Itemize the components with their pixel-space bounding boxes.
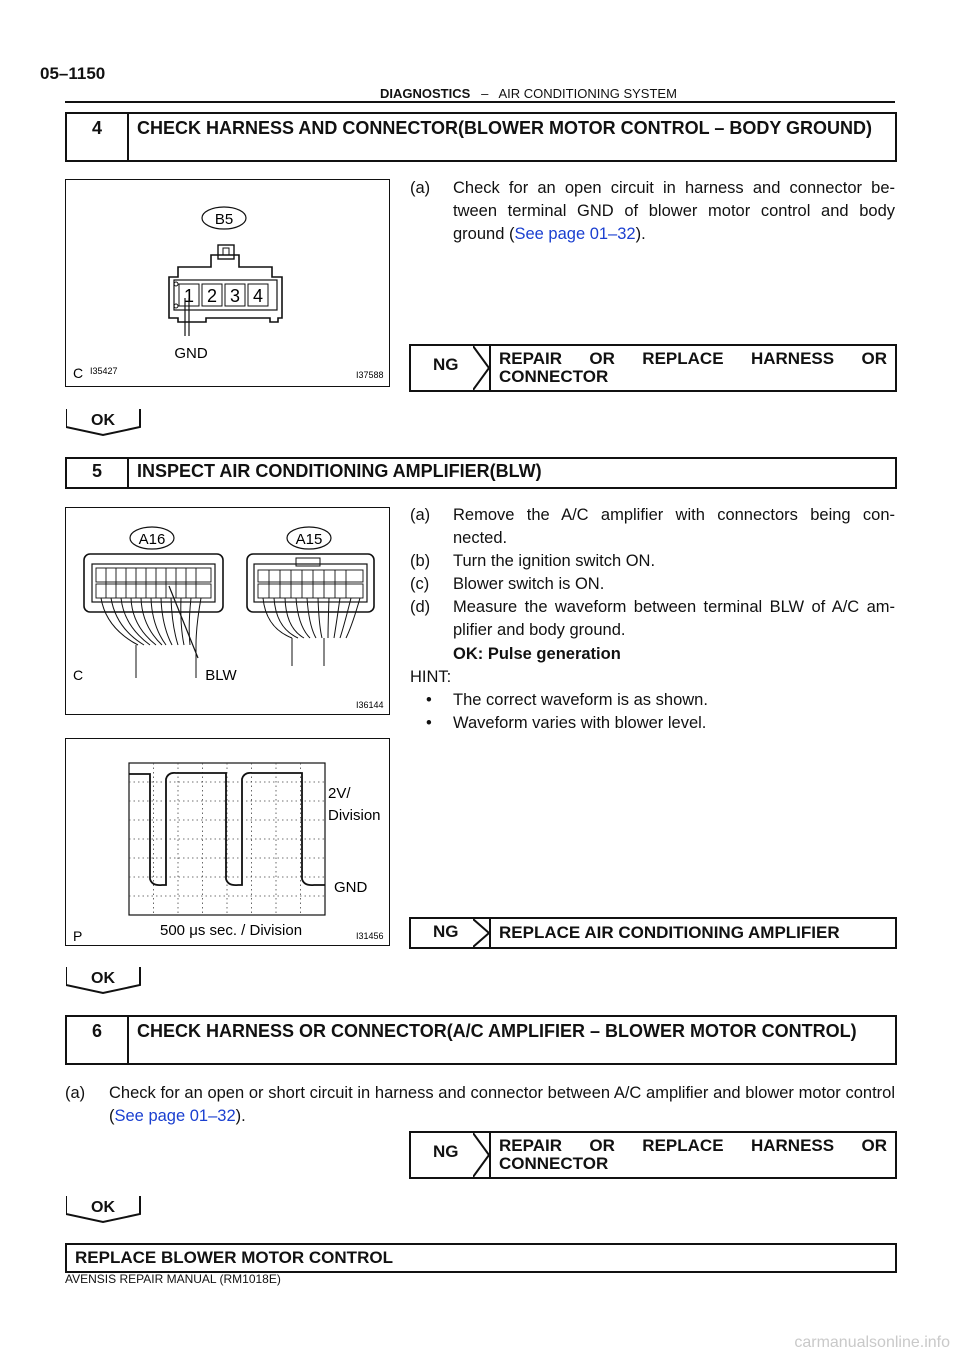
item-text: Check for an open circuit in harness and connector be-tween terminal GND of blower motor control and body ground ( bbox=[453, 179, 895, 243]
header-rule bbox=[65, 101, 895, 103]
figure-mark-p: P bbox=[73, 928, 83, 944]
step-6-box bbox=[65, 1015, 897, 1065]
item-label: (c) bbox=[410, 575, 430, 593]
final-action-box: REPLACE BLOWER MOTOR CONTROL bbox=[65, 1243, 897, 1273]
running-header bbox=[380, 86, 677, 101]
step-6-title: CHECK HARNESS OR CONNECTOR(A/C AMPLIFIER – BLOWER MOTOR CONTROL) bbox=[137, 1021, 857, 1041]
header-section: DIAGNOSTICS bbox=[380, 86, 471, 101]
figure-waveform bbox=[65, 738, 390, 946]
step-4-number: 4 bbox=[67, 114, 129, 160]
ok-tag-3 bbox=[66, 1196, 140, 1222]
figure-code-i31456: I31456 bbox=[356, 931, 384, 941]
footer-manual-id: AVENSIS REPAIR MANUAL (RM1018E) bbox=[65, 1272, 281, 1286]
figure-code-right: I37588 bbox=[356, 370, 384, 380]
b5-pin-3: 3 bbox=[229, 286, 241, 306]
b5-pin-1: 1 bbox=[183, 286, 195, 306]
b5-pin-4: 4 bbox=[252, 286, 264, 306]
volt-div-label: 2V/ bbox=[328, 785, 351, 802]
b5-pin-2: 2 bbox=[206, 286, 218, 306]
ng-result-text: REPAIR OR REPLACE HARNESS OR CONNECTOR bbox=[489, 346, 895, 390]
ng-arrow-icon bbox=[473, 346, 491, 390]
ok-label: OK bbox=[91, 412, 115, 429]
ok-tag-1 bbox=[66, 409, 140, 435]
item-label: (a) bbox=[410, 179, 431, 197]
figure-mark-c: C bbox=[73, 365, 84, 381]
page-number: 05–1150 bbox=[40, 64, 106, 83]
gnd-label-wave: GND bbox=[334, 879, 368, 896]
step-5-box bbox=[65, 457, 897, 489]
item-text: Turn the ignition switch ON. bbox=[453, 552, 656, 570]
item-label: (a) bbox=[410, 506, 431, 524]
header-separator: – bbox=[481, 86, 489, 101]
gnd-label-b5: GND bbox=[174, 345, 208, 362]
figure-amplifier-connectors bbox=[65, 507, 390, 715]
ng-arrow-icon bbox=[473, 919, 491, 947]
figure-b5-connector bbox=[65, 179, 390, 387]
ng-result-text: REPAIR OR REPLACE HARNESS OR CONNECTOR bbox=[489, 1133, 895, 1177]
item-text: Blower switch is ON. bbox=[453, 575, 605, 593]
figure-code-i36144: I36144 bbox=[356, 700, 384, 710]
ok-label: OK bbox=[91, 1199, 115, 1216]
item-label: (d) bbox=[410, 598, 431, 616]
a16-label: A16 bbox=[138, 531, 166, 548]
ng-label: NG bbox=[433, 355, 459, 374]
step-4-box bbox=[65, 112, 897, 162]
item-text: Check for an open or short circuit in harness and connector between A/C amplifier and blower motor control ( bbox=[109, 1084, 895, 1125]
step-6-number: 6 bbox=[67, 1017, 129, 1063]
a15-label: A15 bbox=[295, 531, 323, 548]
blw-label: BLW bbox=[205, 667, 237, 684]
hint-item: • Waveform varies with blower level. bbox=[426, 714, 707, 732]
time-div-label: 500 μs sec. / Division bbox=[160, 922, 303, 939]
item-label: (b) bbox=[410, 552, 431, 570]
b5-label: B5 bbox=[214, 211, 234, 228]
bullet-icon: • bbox=[426, 691, 432, 709]
step-4-title: CHECK HARNESS AND CONNECTOR(BLOWER MOTOR CONTROL – BODY GROUND) bbox=[137, 118, 873, 138]
hint-label: HINT: bbox=[410, 668, 452, 686]
ng-result-text: REPLACE AIR CONDITIONING AMPLIFIER bbox=[489, 919, 895, 947]
ng-result-step-6 bbox=[409, 1131, 897, 1179]
step-5-item-a bbox=[410, 504, 895, 550]
ng-result-step-5 bbox=[409, 917, 897, 949]
figure-mark-c-2: C bbox=[73, 667, 84, 683]
step-5-number: 5 bbox=[67, 459, 129, 487]
ok-tag-2 bbox=[66, 967, 140, 993]
ng-arrow-icon bbox=[473, 1133, 491, 1177]
ok-label: OK bbox=[91, 970, 115, 987]
ok-criteria: OK: Pulse generation bbox=[453, 645, 621, 663]
see-page-link[interactable]: See page 01–32 bbox=[514, 225, 636, 243]
division-label: Division bbox=[328, 807, 381, 824]
oscilloscope-waveform bbox=[66, 739, 389, 945]
bullet-icon: • bbox=[426, 714, 432, 732]
item-label: (a) bbox=[65, 1084, 86, 1102]
hint-item: • The correct waveform is as shown. bbox=[426, 691, 708, 709]
step-5-title: INSPECT AIR CONDITIONING AMPLIFIER(BLW) bbox=[137, 461, 542, 481]
b5-connector-diagram bbox=[66, 180, 389, 386]
see-page-link[interactable]: See page 01–32 bbox=[114, 1107, 236, 1125]
item-text: Remove the A/C amplifier with connectors being con-nected. bbox=[453, 506, 895, 547]
item-text: Measure the waveform between terminal BLW of A/C am-plifier and body ground. bbox=[453, 598, 895, 639]
a16-a15-connector-diagram bbox=[66, 508, 389, 714]
ng-label: NG bbox=[433, 1142, 459, 1161]
ng-label: NG bbox=[433, 922, 459, 941]
figure-code-left: I35427 bbox=[90, 366, 118, 376]
ng-result-step-4 bbox=[409, 344, 897, 392]
header-title: AIR CONDITIONING SYSTEM bbox=[498, 86, 677, 101]
watermark: carmanualsonline.info bbox=[794, 1334, 950, 1351]
